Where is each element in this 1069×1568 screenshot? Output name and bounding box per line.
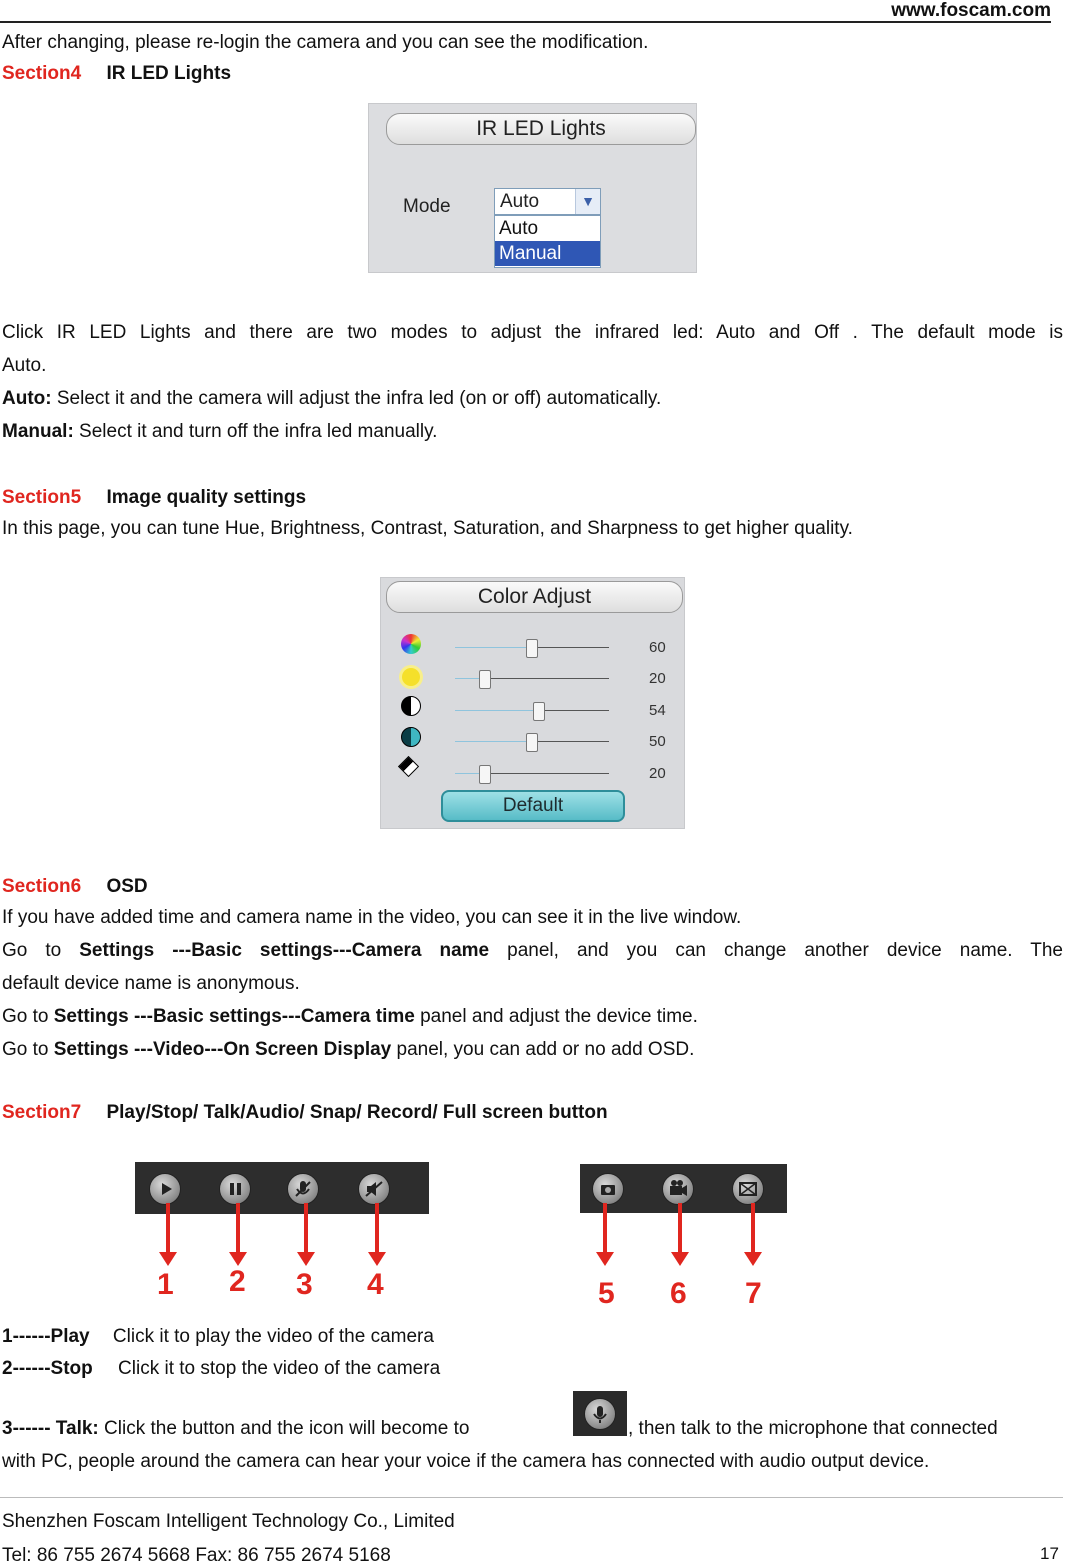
brightness-slider-track[interactable] bbox=[485, 678, 609, 679]
callout-number-1: 1 bbox=[157, 1268, 174, 1301]
section5-heading bbox=[2, 486, 306, 510]
section6-line2-prefix: Go to bbox=[2, 940, 80, 961]
manual-text: Select it and turn off the infra led manually. bbox=[73, 421, 438, 442]
hue-value: 60 bbox=[649, 639, 666, 656]
arrow-5-line bbox=[603, 1203, 607, 1253]
saturation-slider-fill bbox=[455, 741, 531, 742]
section6-line5 bbox=[2, 1038, 694, 1062]
play-button[interactable] bbox=[149, 1173, 181, 1205]
hue-slider-track[interactable] bbox=[531, 647, 609, 648]
talk-active-icon-box bbox=[573, 1391, 627, 1436]
item-play-text: Click it to play the video of the camera bbox=[112, 1326, 434, 1347]
arrow-5-head bbox=[596, 1252, 614, 1266]
arrow-4-head bbox=[368, 1252, 386, 1266]
section6-line4-prefix: Go to bbox=[2, 1006, 54, 1027]
section6-line2-suffix: panel, and you can change another device name. The bbox=[489, 940, 1063, 961]
fullscreen-button[interactable] bbox=[732, 1173, 764, 1205]
section6-line2 bbox=[2, 939, 1063, 963]
speaker-muted-icon bbox=[359, 1174, 389, 1204]
saturation-value: 50 bbox=[649, 733, 666, 750]
arrow-6-line bbox=[678, 1203, 682, 1253]
arrow-3-head bbox=[297, 1252, 315, 1266]
capture-toolbar bbox=[580, 1164, 787, 1213]
snap-button[interactable] bbox=[592, 1173, 624, 1205]
hue-icon bbox=[401, 634, 421, 654]
arrow-6-head bbox=[671, 1252, 689, 1266]
callout-number-4: 4 bbox=[367, 1268, 384, 1301]
item-talk-label: 3------ Talk: bbox=[2, 1418, 99, 1439]
microphone-icon bbox=[584, 1398, 616, 1430]
header-divider bbox=[0, 21, 1051, 23]
saturation-slider-thumb[interactable] bbox=[526, 733, 538, 752]
item-stop bbox=[2, 1357, 440, 1381]
color-adjust-title: Color Adjust bbox=[386, 581, 683, 613]
section7-title: Play/Stop/ Talk/Audio/ Snap/ Record/ Full screen button bbox=[106, 1102, 608, 1123]
chevron-down-icon[interactable]: ▼ bbox=[575, 189, 600, 214]
mode-option-auto[interactable]: Auto bbox=[499, 218, 539, 239]
arrow-4-line bbox=[375, 1203, 379, 1253]
ir-led-panel-title: IR LED Lights bbox=[386, 113, 696, 145]
arrow-2-line bbox=[236, 1203, 240, 1253]
section5-title: Image quality settings bbox=[106, 487, 307, 508]
section6-label: Section6 bbox=[2, 876, 82, 897]
section4-heading bbox=[2, 62, 231, 86]
microphone-muted-icon bbox=[288, 1174, 318, 1204]
camera-time-path: Settings ---Basic settings---Camera time bbox=[53, 1006, 415, 1027]
sharpness-icon bbox=[398, 756, 419, 777]
video-camera-icon bbox=[663, 1174, 693, 1204]
arrow-3-line bbox=[304, 1203, 308, 1253]
audio-button[interactable] bbox=[358, 1173, 390, 1205]
item-talk-part1 bbox=[2, 1417, 558, 1441]
footer-company: Shenzhen Foscam Intelligent Technology Co., Limited bbox=[2, 1511, 455, 1532]
page-number: 17 bbox=[1040, 1544, 1059, 1563]
sharpness-slider-thumb[interactable] bbox=[479, 765, 491, 784]
section6-line4-suffix: panel and adjust the device time. bbox=[414, 1006, 698, 1027]
callout-number-6: 6 bbox=[670, 1277, 687, 1310]
fullscreen-icon bbox=[733, 1174, 763, 1204]
item-play bbox=[2, 1325, 434, 1349]
hue-slider-thumb[interactable] bbox=[526, 639, 538, 658]
section6-line3: default device name is anonymous. bbox=[2, 973, 300, 994]
footer-divider bbox=[0, 1497, 1063, 1498]
item-talk-line2: with PC, people around the camera can hear your voice if the camera has connected with audio output device. bbox=[2, 1451, 930, 1472]
manual-description bbox=[2, 420, 437, 444]
sharpness-slider-track[interactable] bbox=[485, 773, 609, 774]
callout-number-3: 3 bbox=[296, 1268, 313, 1301]
item-talk-part2: , then talk to the microphone that connected bbox=[628, 1418, 998, 1439]
default-button[interactable]: Default bbox=[441, 790, 625, 822]
play-icon bbox=[150, 1174, 180, 1204]
section7-heading bbox=[2, 1101, 608, 1125]
record-button[interactable] bbox=[662, 1173, 694, 1205]
section4-label: Section4 bbox=[2, 63, 82, 84]
stop-button[interactable] bbox=[219, 1173, 251, 1205]
talk-button[interactable] bbox=[287, 1173, 319, 1205]
mode-label: Mode bbox=[403, 196, 451, 217]
pause-icon bbox=[220, 1174, 250, 1204]
brightness-slider-thumb[interactable] bbox=[479, 670, 491, 689]
contrast-slider-thumb[interactable] bbox=[533, 702, 545, 721]
arrow-1-head bbox=[159, 1252, 177, 1266]
camera-name-path: Settings ---Basic settings---Camera name bbox=[79, 940, 490, 961]
mode-option-manual[interactable]: Manual bbox=[495, 241, 600, 266]
contrast-icon bbox=[401, 696, 421, 716]
section6-line5-suffix: panel, you can add or no add OSD. bbox=[391, 1039, 695, 1060]
auto-description bbox=[2, 387, 661, 411]
section4-para-line1: Click IR LED Lights and there are two modes to adjust the infrared led: Auto and Off . The default mode is bbox=[2, 322, 1063, 343]
footer-contact: Tel: 86 755 2674 5668 Fax: 86 755 2674 5168 bbox=[2, 1545, 391, 1566]
mode-select-value: Auto bbox=[500, 191, 540, 212]
brightness-icon bbox=[402, 668, 420, 686]
ir-led-panel bbox=[368, 103, 697, 273]
callout-number-7: 7 bbox=[745, 1277, 762, 1310]
contrast-slider-track[interactable] bbox=[538, 710, 609, 711]
item-talk-text-a: Click the button and the icon will become to bbox=[98, 1418, 470, 1439]
osd-path: Settings ---Video---On Screen Display bbox=[53, 1039, 392, 1060]
saturation-slider-track[interactable] bbox=[531, 741, 609, 742]
sharpness-value: 20 bbox=[649, 765, 666, 782]
mode-dropdown bbox=[494, 215, 601, 268]
section5-text: In this page, you can tune Hue, Brightness, Contrast, Saturation, and Sharpness to get higher quality. bbox=[2, 518, 853, 539]
saturation-icon bbox=[401, 727, 421, 747]
camera-icon bbox=[593, 1174, 623, 1204]
intro-text: After changing, please re-login the camera and you can see the modification. bbox=[2, 32, 649, 53]
section6-line5-prefix: Go to bbox=[2, 1039, 54, 1060]
arrow-7-line bbox=[751, 1203, 755, 1253]
contrast-value: 54 bbox=[649, 702, 666, 719]
arrow-2-head bbox=[229, 1252, 247, 1266]
item-stop-text: Click it to stop the video of the camera bbox=[118, 1358, 441, 1379]
brightness-value: 20 bbox=[649, 670, 666, 687]
section6-line1: If you have added time and camera name in the video, you can see it in the live window. bbox=[2, 907, 742, 928]
item-stop-label: 2------Stop bbox=[2, 1358, 93, 1379]
contrast-slider-fill bbox=[455, 710, 538, 711]
arrow-7-head bbox=[744, 1252, 762, 1266]
callout-number-2: 2 bbox=[229, 1265, 246, 1298]
item-play-label: 1------Play bbox=[2, 1326, 90, 1347]
section4-title: IR LED Lights bbox=[106, 63, 232, 84]
section7-label: Section7 bbox=[2, 1102, 82, 1123]
playback-toolbar bbox=[135, 1162, 429, 1214]
hue-slider-fill bbox=[455, 647, 531, 648]
section4-para-line2: Auto. bbox=[2, 355, 47, 376]
auto-label: Auto: bbox=[2, 388, 52, 409]
section5-label: Section5 bbox=[2, 487, 82, 508]
mode-select[interactable] bbox=[494, 188, 601, 215]
section6-line4 bbox=[2, 1005, 698, 1029]
arrow-1-line bbox=[166, 1203, 170, 1253]
color-adjust-panel bbox=[380, 577, 685, 829]
section6-title: OSD bbox=[106, 876, 148, 897]
section6-heading bbox=[2, 875, 148, 899]
header-url[interactable]: www.foscam.com bbox=[891, 0, 1051, 21]
auto-text: Select it and the camera will adjust the infra led (on or off) automatically. bbox=[51, 388, 662, 409]
manual-label: Manual: bbox=[2, 421, 74, 442]
callout-number-5: 5 bbox=[598, 1277, 615, 1310]
